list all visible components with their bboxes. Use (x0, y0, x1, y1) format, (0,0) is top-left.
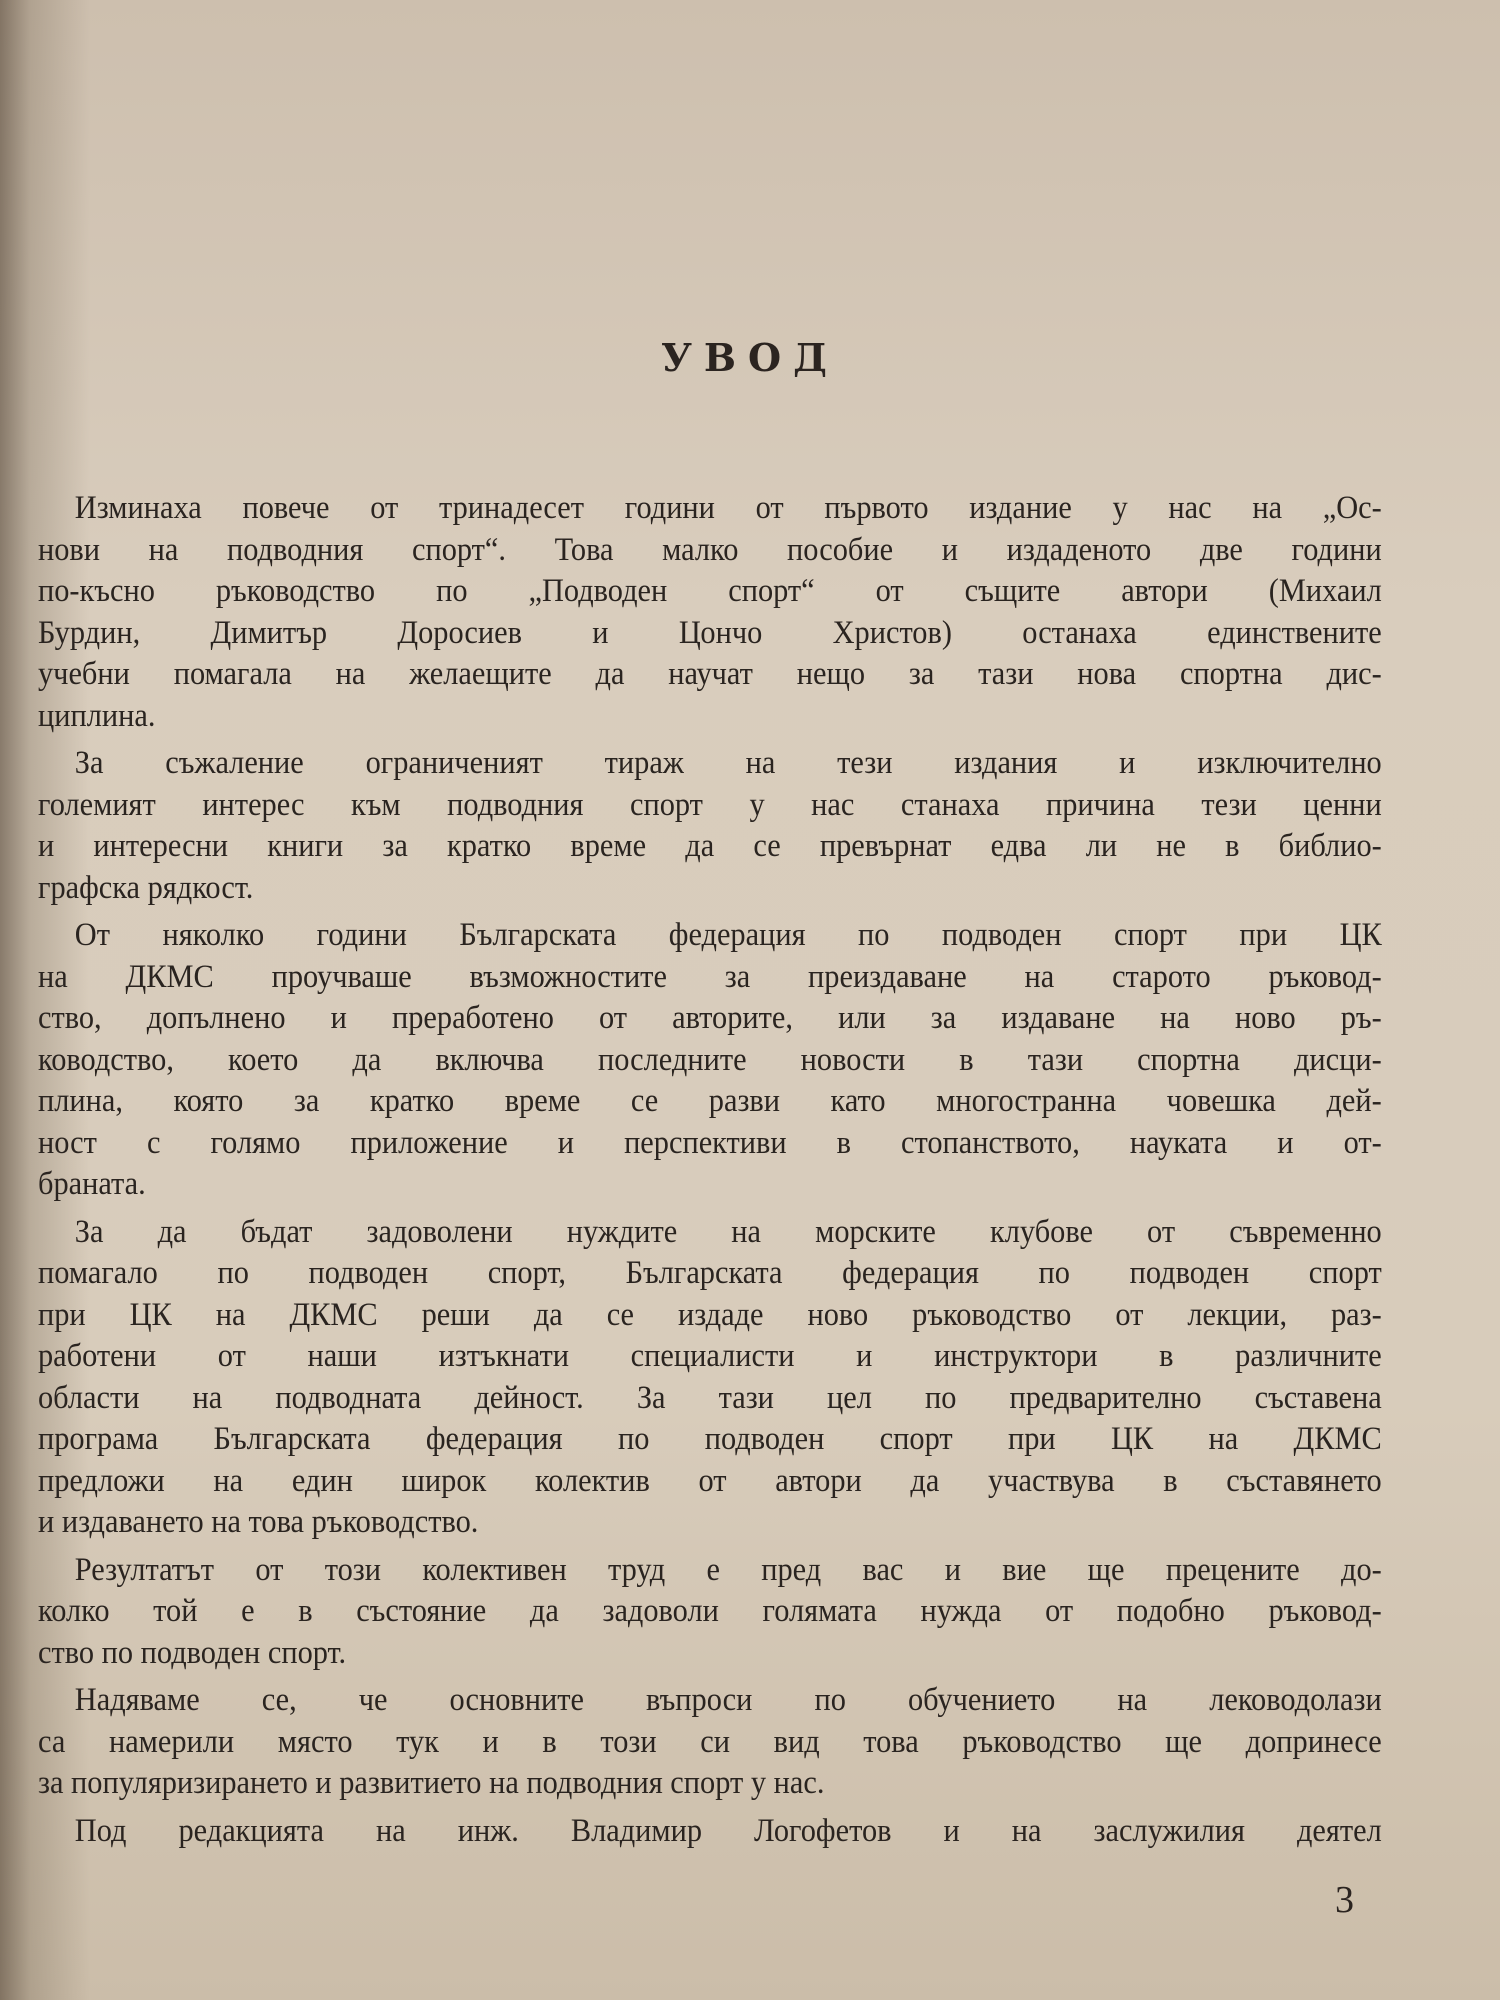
text-line: на ДКМС проучваше възможностите за преиздаване на старото ръковод- (38, 958, 1382, 995)
text-line: колко той е в състояние да задоволи голямата нужда от подобно ръковод- (38, 1593, 1382, 1629)
text-line: плина, която за кратко време се разви като многостранна човешка дей- (38, 1083, 1382, 1119)
text-line: Резултатът от този колективен труд е пред вас и вие ще прецените до- (74, 1551, 1382, 1588)
text-line: работени от наши изтъкнати специалисти и инструктори в различните (38, 1338, 1382, 1374)
paragraph (38, 743, 1382, 909)
text-line: ство по подводен спорт. (38, 1634, 347, 1671)
text-line: помагало по подводен спорт, Българската федерация по подводен спорт (38, 1255, 1382, 1291)
paragraph (38, 1212, 1382, 1544)
page-title: УВОД (661, 335, 839, 380)
text-line: Бурдин, Димитър Доросиев и Цончо Христов) останаха единствените (38, 614, 1382, 651)
text-line: От няколко години Българската федерация по подводен спорт при ЦК (74, 917, 1382, 953)
text-line: и издаването на това ръководство. (38, 1504, 479, 1540)
text-line: циплина. (38, 697, 156, 734)
text-line: нови на подводния спорт“. Това малко пособие и издаденото две години (38, 531, 1382, 568)
paragraph (38, 915, 1382, 1206)
text-line: За съжаление ограниченият тираж на тези издания и изключително (74, 745, 1382, 781)
text-line: са намерили място тук и в този си вид това ръководство ще допринесе (38, 1723, 1382, 1760)
text-line: За да бъдат задоволени нуждите на морските клубове от съвременно (74, 1213, 1382, 1250)
paragraph (38, 1550, 1382, 1675)
paragraph (38, 488, 1382, 737)
text-line: области на подводната дейност. За тази цел по предварително съставена (38, 1379, 1382, 1416)
text-line: за популяризирането и развитието на подводния спорт у нас. (38, 1765, 825, 1801)
text-line: програма Българската федерация по подводен спорт при ЦК на ДКМС (38, 1421, 1382, 1457)
text-line: и интересни книги за кратко време да се превърнат едва ли не в библио- (38, 828, 1382, 864)
text-line: ководство, което да включва последните новости в тази спортна дисци- (38, 1041, 1382, 1078)
text-line: големият интерес към подводния спорт у нас станаха причина тези ценни (38, 786, 1382, 823)
text-line: предложи на един широк колектив от автори да участвува в съставянето (38, 1462, 1382, 1499)
text-line: Изминаха повече от тринадесет години от първото издание у нас на „Ос- (74, 490, 1382, 526)
text-line: графска рядкост. (38, 869, 254, 906)
paragraph (38, 1680, 1382, 1805)
text-line: браната. (38, 1166, 146, 1202)
page-number: 3 (1335, 1879, 1354, 1921)
document-body (38, 488, 1382, 1858)
text-line: ство, допълнено и преработено от авторите, или за издаване на ново ръ- (38, 1000, 1382, 1036)
text-line: Под редакцията на инж. Владимир Логофетов и на заслужилия деятел (74, 1812, 1382, 1849)
paragraph (38, 1811, 1382, 1853)
text-line: учебни помагала на желаещите да научат нещо за тази нова спортна дис- (38, 656, 1382, 692)
text-line: по-късно ръководство по „Подводен спорт“ от същите автори (Михаил (38, 573, 1382, 609)
text-line: Надяваме се, че основните въпроси по обучението на леководолази (74, 1682, 1382, 1718)
text-line: при ЦК на ДКМС реши да се издаде ново ръководство от лекции, раз- (38, 1296, 1382, 1333)
text-line: ност с голямо приложение и перспективи в стопанството, науката и от- (38, 1124, 1382, 1161)
